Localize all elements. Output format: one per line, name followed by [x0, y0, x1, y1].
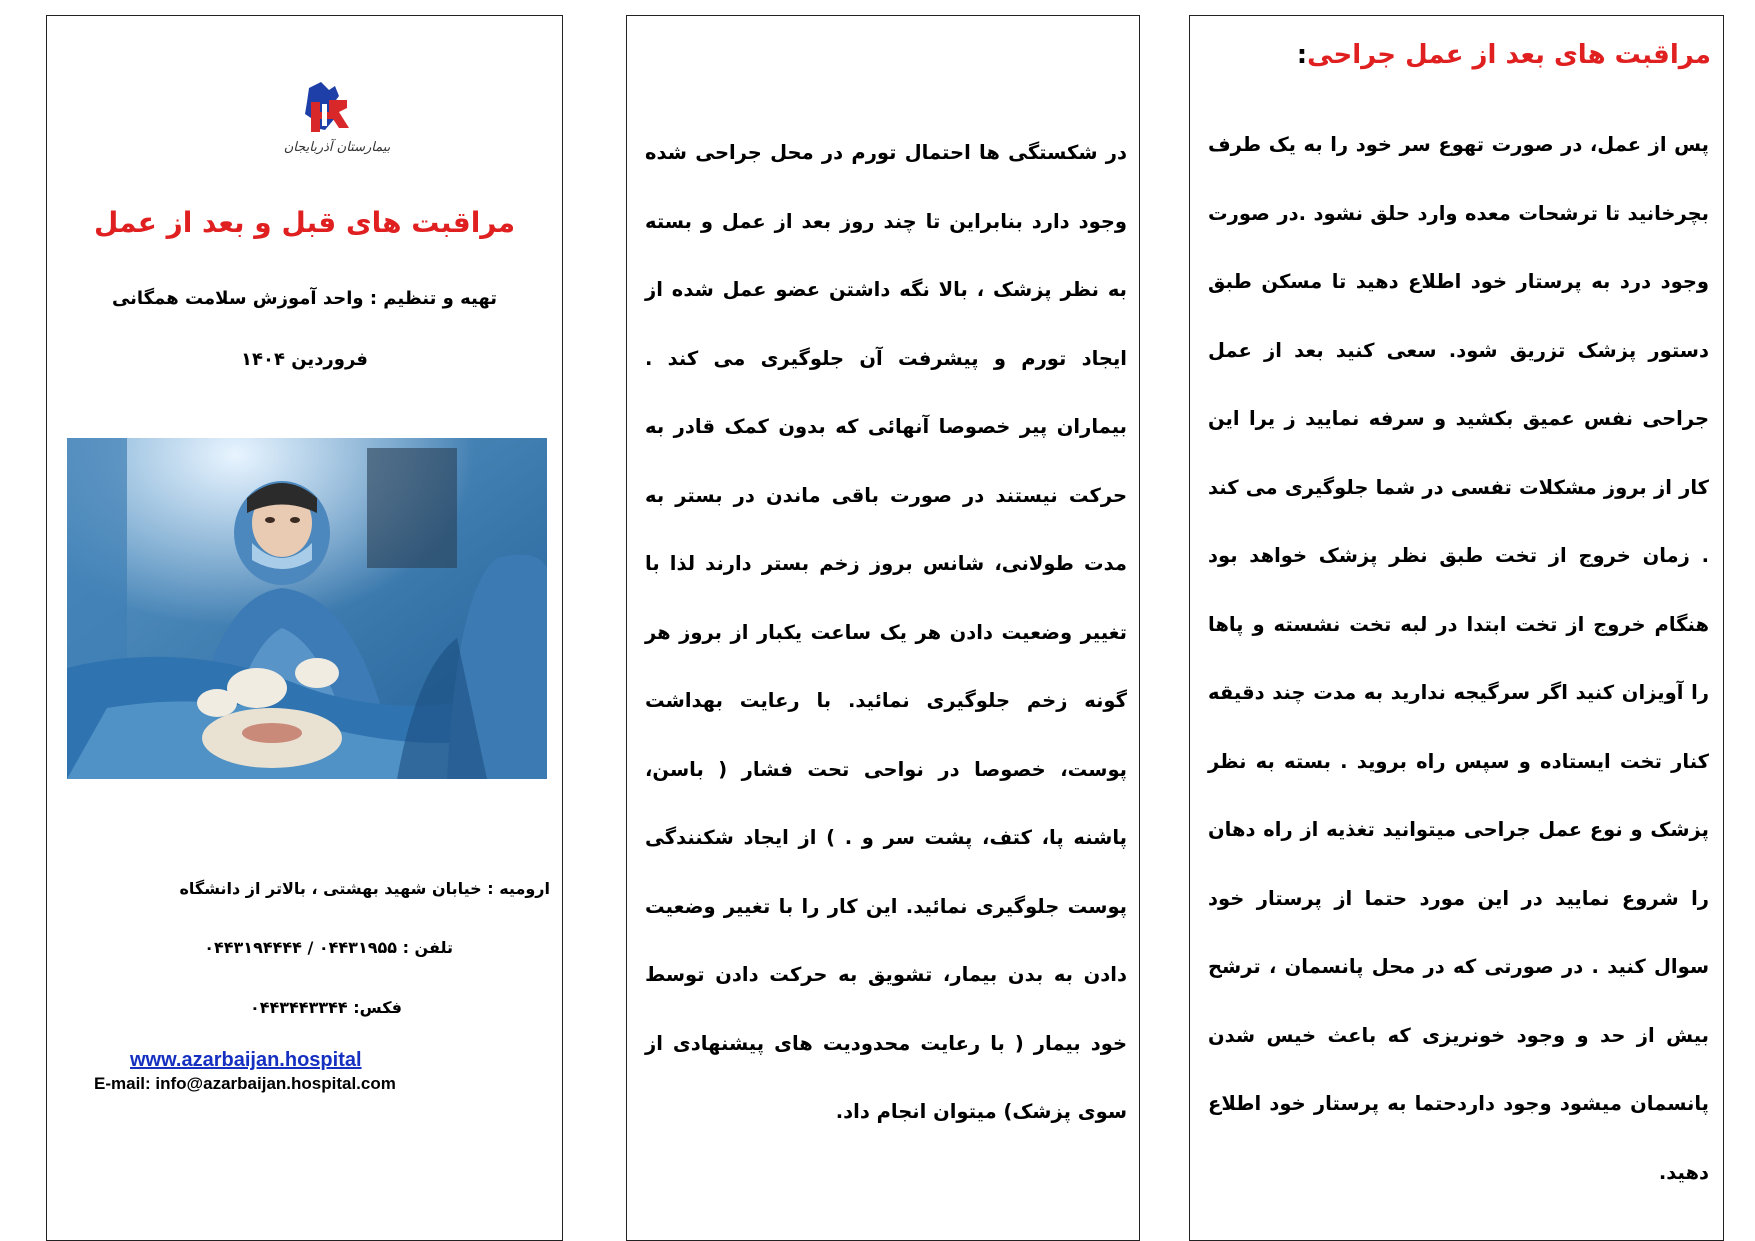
- right-panel: [1189, 15, 1724, 1241]
- surgery-photo: [67, 438, 547, 779]
- publish-date: فروردین ۱۴۰۴: [241, 349, 368, 370]
- cover-title: مراقبت های قبل و بعد از عمل: [93, 206, 516, 239]
- right-body-text: پس از عمل، در صورت تهوع سر خود را به یک طرف بچرخانید تا ترشحات معده وارد حلق نشود .در صورت وجود درد به پرستار خود اطلاع دهید تا مسکن طبق دستور پزشک تزریق شود. سعی کنید بعد از عمل جراحی نفس عمیق بکشید و سرفه نمایید ز یرا این کار از بروز مشکلات تفسی در شما جلوگیری می کند . زمان خروج از تخت طبق نظر پزشک خواهد بود هنگام خروج از تخت ابتدا در لبه تخت نشسته و پاها را آویزان کنید اگر سرگیجه ندارید به مدت چند دقیقه کنار تخت ایستاده و سپس راه بروید . بسته به نظر پزشک و نوع عمل جراحی میتوانید تغذیه از راه دهان را شروع نمایید در این مورد حتما از پرستار خود سوال کنید . در صورتی که در محل پانسمان ، ترشح بیش از حد و وجود خونریزی که باعث خیس شدن پانسمان میشود وجود داردحتما به پرستار خود اطلاع دهید.: [1208, 133, 1709, 1184]
- section-title-text: مراقبت های بعد از عمل جراحی: [1307, 40, 1711, 70]
- address-text: ارومیه : خیابان شهید بهشتی ، بالاتر از دانشگاه: [179, 879, 550, 898]
- hospital-logo-icon: [277, 78, 397, 173]
- section-title: [1297, 40, 1711, 70]
- phone-text: تلفن : ۰۴۴۳۱۹۵۵ / ۰۴۴۳۱۹۴۴۴۴: [204, 938, 453, 957]
- website-link[interactable]: www.azarbaijan.hospital: [130, 1049, 362, 1071]
- fax-text: فکس: ۰۴۴۳۴۴۳۳۴۴: [249, 998, 402, 1017]
- section-title-colon: :: [1296, 40, 1308, 70]
- middle-panel: [626, 15, 1140, 1241]
- middle-body-text: در شکستگی ها احتمال تورم در محل جراحی شده وجود دارد بنابراین تا چند روز بعد از عمل و بسته به نظر پزشک ، بالا نگه داشتن عضو عمل شده از ایجاد تورم و پیشرفت آن جلوگیری می کند . بیماران پیر خصوصا آنهائی که بدون کمک قادر به حرکت نیستند در صورت باقی ماندن در بستر به مدت طولانی، شانس بروز زخم بستر دارند لذا با تغییر وضعیت دادن هر یک ساعت یکبار از بروز هر گونه زخم جلوگیری نمائید. با رعایت بهداشت پوست، خصوصا در نواحی تحت فشار ( باسن، پاشنه پا، کتف، پشت سر و . ) از ایجاد شکنندگی پوست جلوگیری نمائید. این کار را با تغییر وضعیت دادن به بدن بیمار، تشویق به حرکت دادن توسط خود بیمار ( با رعایت محدودیت های پیشنهادی از سوی پزشک) میتوان انجام داد.: [645, 141, 1127, 1123]
- email-text: E-mail: info@azarbaijan.hospital.com: [94, 1074, 396, 1093]
- cover-panel: [46, 15, 563, 1241]
- logo-text: بیمارستان آذربایجان: [283, 140, 391, 155]
- prepared-by: تهیه و تنظیم : واحد آموزش سلامت همگانی: [111, 288, 498, 309]
